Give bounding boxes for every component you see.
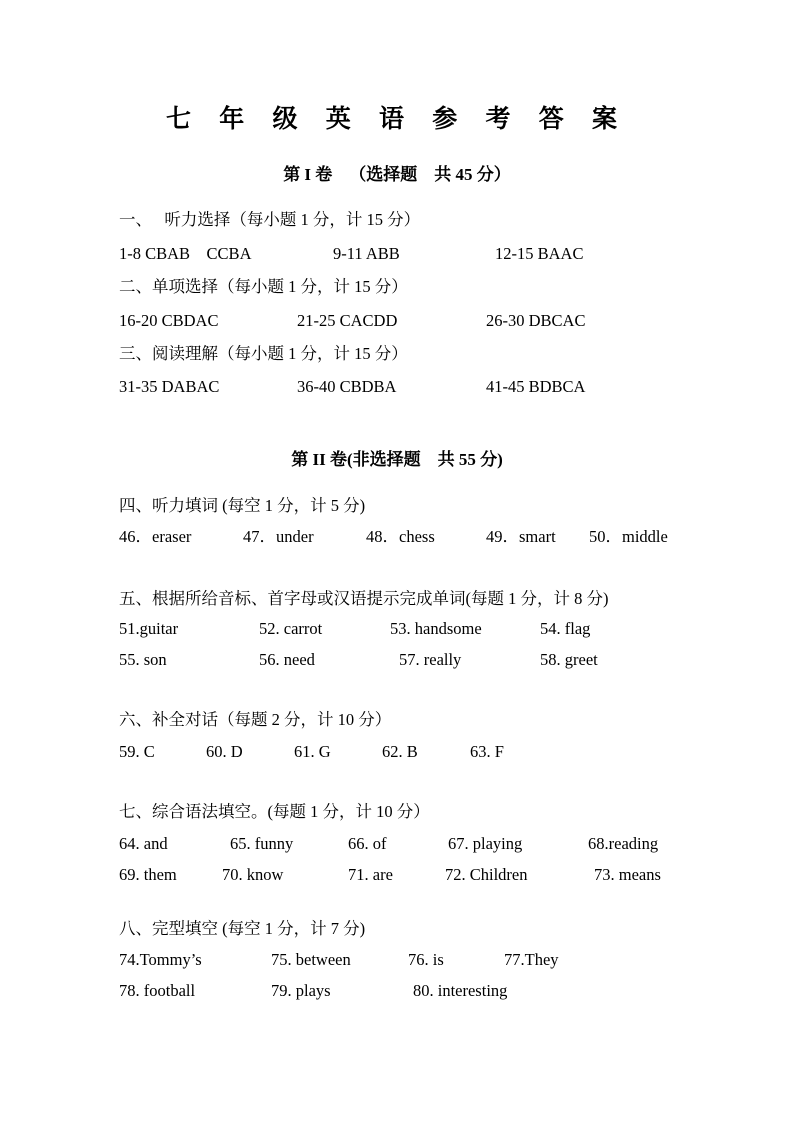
answer-item: 26-30 DBCAC — [486, 311, 586, 330]
answer-item: 31-35 DABAC — [119, 377, 220, 396]
answer-item: 61. G — [294, 742, 331, 761]
answer-item: 59. C — [119, 742, 155, 761]
answer-item: 72. Children — [445, 865, 528, 884]
answer-item: 65. funny — [230, 834, 294, 853]
answer-item: 70. know — [222, 865, 284, 884]
answer-item: 50．middle — [589, 527, 668, 546]
answer-item: 16-20 CBDAC — [119, 311, 219, 330]
answer-item: 54. flag — [540, 619, 591, 638]
section-7-heading: 七、综合语法填空。(每题 1 分，计 10 分） — [119, 802, 430, 821]
answer-item: 80. interesting — [413, 981, 508, 1000]
answer-item: 69. them — [119, 865, 177, 884]
answer-item: 46．eraser — [119, 527, 192, 546]
section-1-heading: 一、 听力选择（每小题 1 分，计 15 分） — [119, 210, 421, 229]
section-8-heading: 八、完型填空 (每空 1 分，计 7 分) — [119, 919, 366, 938]
answer-item: 64. and — [119, 834, 168, 853]
answer-item: 41-45 BDBCA — [486, 377, 586, 396]
answer-item: 48．chess — [366, 527, 435, 546]
answer-item: 36-40 CBDBA — [297, 377, 397, 396]
answer-item: 21-25 CACDD — [297, 311, 398, 330]
answer-item: 58. greet — [540, 650, 598, 669]
section-5-heading: 五、根据所给音标、首字母或汉语提示完成单词(每题 1 分，计 8 分) — [119, 589, 609, 608]
page-title: 七 年 级 英 语 参 考 答 案 — [165, 106, 628, 133]
answer-item: 57. really — [399, 650, 462, 669]
section-4-heading: 四、听力填词 (每空 1 分，计 5 分) — [119, 496, 366, 515]
answer-item: 55. son — [119, 650, 167, 669]
answer-item: 63. F — [470, 742, 504, 761]
answer-item: 9-11 ABB — [333, 244, 400, 263]
answer-item: 74.Tommy’s — [119, 950, 202, 969]
part-2-heading: 第 II 卷(非选择题 共 55 分) — [291, 450, 503, 469]
answer-item: 53. handsome — [390, 619, 482, 638]
answer-item: 1-8 CBAB CCBA — [119, 244, 252, 263]
answer-item: 66. of — [348, 834, 387, 853]
section-2-heading: 二、单项选择（每小题 1 分，计 15 分） — [119, 277, 408, 296]
part-1-heading: 第 I 卷 （选择题 共 45 分） — [283, 165, 511, 184]
answer-item: 60. D — [206, 742, 243, 761]
answer-item: 75. between — [271, 950, 351, 969]
answer-item: 12-15 BAAC — [495, 244, 584, 263]
section-6-heading: 六、补全对话（每题 2 分，计 10 分） — [119, 710, 392, 729]
answer-item: 49．smart — [486, 527, 556, 546]
answer-item: 47．under — [243, 527, 314, 546]
answer-item: 79. plays — [271, 981, 331, 1000]
answer-item: 51.guitar — [119, 619, 179, 638]
answer-item: 67. playing — [448, 834, 523, 853]
answer-item: 73. means — [594, 865, 661, 884]
answer-item: 68.reading — [588, 834, 659, 853]
answer-item: 78. football — [119, 981, 196, 1000]
answer-item: 56. need — [259, 650, 315, 669]
answer-item: 71. are — [348, 865, 393, 884]
answer-item: 76. is — [408, 950, 444, 969]
answer-item: 77.They — [504, 950, 559, 969]
answer-item: 62. B — [382, 742, 418, 761]
answer-item: 52. carrot — [259, 619, 323, 638]
section-3-heading: 三、阅读理解（每小题 1 分，计 15 分） — [119, 344, 408, 363]
